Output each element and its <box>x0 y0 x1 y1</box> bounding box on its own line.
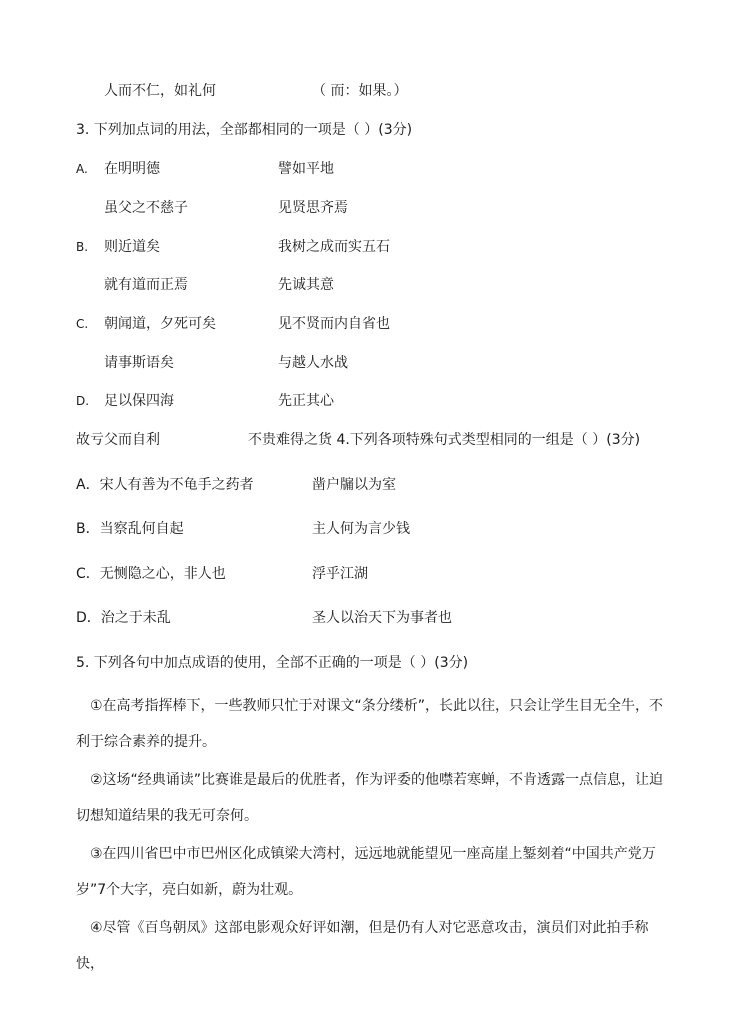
option-a-item-1: 在明明德 <box>104 161 160 177</box>
option-c-item-3: 请事斯语矣 <box>104 355 174 371</box>
option-b-item-3: 就有道而正焉 <box>104 277 188 293</box>
q4-option-b-2: 主人何为言少钱 <box>312 521 410 537</box>
paragraph-4: ④尽管《百鸟朝凤》这部电影观众好评如潮，但是仍有人对它恶意攻击，演员们对此拍手称快， <box>76 920 649 972</box>
option-d-item-1: 足以保四海 <box>104 393 174 409</box>
line-1-note: （ 而：如果。） <box>312 83 408 99</box>
question-4: 不贵难得之货 4.下列各项特殊句式类型相同的一组是（ ）(3分) <box>248 432 641 448</box>
mixed-line-left: 故亏父而自利 <box>76 432 160 448</box>
option-b-item-1: 则近道矣 <box>104 239 160 255</box>
q4-option-d-1: D．治之于未乱 <box>76 610 171 626</box>
option-c-label: C. <box>76 317 89 331</box>
q4-option-b-1: B．当察乱何自起 <box>76 521 184 537</box>
paragraph-3: ③在四川省巴中市巴州区化成镇梁大湾村，远远地就能望见一座高崖上錾刻着“中国共产党万岁”7个大字，亮白如新，蔚为壮观。 <box>76 846 656 898</box>
q4-option-a-1: A．宋人有善为不龟手之药者 <box>76 477 254 493</box>
question-5: 5. 下列各句中加点成语的使用，全部不正确的一项是（ ）(3分) <box>76 655 469 671</box>
option-b-item-2: 我树之成而实五石 <box>278 239 390 255</box>
option-d-label: D. <box>76 394 90 408</box>
option-a-item-2: 譬如平地 <box>278 161 334 177</box>
q4-option-c-1: C．无恻隐之心，非人也 <box>76 566 226 582</box>
q4-option-c-2: 浮乎江湖 <box>312 566 368 582</box>
paragraph-1: ①在高考指挥棒下，一些教师只忙于对课文“条分缕析”，长此以往，只会让学生目无全牛，不利于综合素养的提升。 <box>76 698 664 750</box>
line-1-left: 人而不仁，如礼何 <box>104 83 216 99</box>
option-c-item-1: 朝闻道，夕死可矣 <box>104 316 216 332</box>
option-a-item-3: 虽父之不慈子 <box>104 200 188 216</box>
question-3: 3. 下列加点词的用法，全部都相同的一项是（ ）(3分) <box>76 122 413 138</box>
option-a-item-4: 见贤思齐焉 <box>278 200 348 216</box>
option-c-item-4: 与越人水战 <box>278 355 348 371</box>
q4-option-d-2: 圣人以治天下为事者也 <box>312 610 452 626</box>
q4-option-a-2: 凿户牖以为室 <box>312 477 396 493</box>
paragraph-2: ②这场“经典诵读”比赛谁是最后的优胜者，作为评委的他噤若寒蝉，不肯透露一点信息，让迫切想知道结果的我无可奈何。 <box>76 772 664 824</box>
option-d-item-2: 先正其心 <box>278 393 334 409</box>
option-b-label: B. <box>76 240 89 254</box>
option-a-label: A. <box>76 162 88 176</box>
option-c-item-2: 见不贤而内自省也 <box>278 316 390 332</box>
option-b-item-4: 先诚其意 <box>278 277 334 293</box>
